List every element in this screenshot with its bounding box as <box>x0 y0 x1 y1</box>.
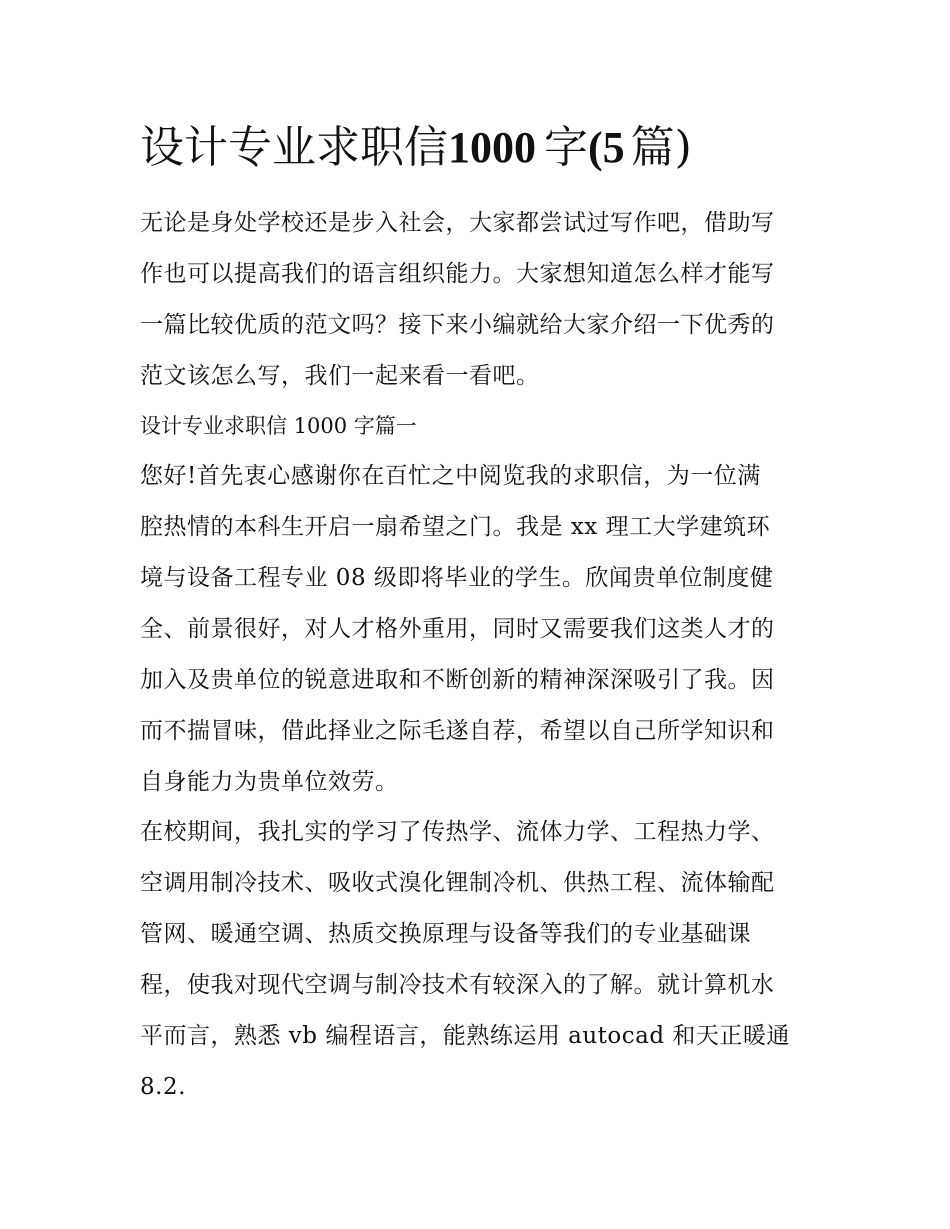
paragraph-line: 境与设备工程专业 08 级即将毕业的学生。欣闻贵单位制度健 <box>140 565 774 591</box>
paragraph-line: 在校期间，我扎实的学习了传热学、流体力学、工程热力学、 <box>140 819 775 845</box>
paragraph-line: 平而言，熟悉 vb 编程语言，能熟练运用 autocad 和天正暖通 <box>140 1023 790 1049</box>
paragraph-line: 程，使我对现代空调与制冷技术有较深入的了解。就计算机水 <box>140 972 775 998</box>
document-title <box>140 118 840 178</box>
paragraph-line: 空调用制冷技术、吸收式溴化锂制冷机、供热工程、流体输配 <box>140 870 775 896</box>
paragraph-line: 您好!首先衷心感谢你在百忙之中阅览我的求职信，为一位满 <box>140 463 761 489</box>
title-char: 字 <box>544 122 588 173</box>
section-heading: 设计专业求职信 1000 字篇一 <box>140 414 417 438</box>
paragraph-line: 全、前景很好，对人才格外重用，同时又需要我们这类人才的 <box>140 616 775 642</box>
title-tail: 篇) <box>630 122 692 173</box>
paragraph-line: 腔热情的本科生开启一扇希望之门。我是 xx 理工大学建筑环 <box>140 514 771 540</box>
paragraph-line: 自身能力为贵单位效劳。 <box>140 769 399 795</box>
paragraph-line: 8.2. <box>140 1074 186 1100</box>
title-number: 1000 <box>448 123 536 172</box>
paragraph-line: 而不揣冒味，借此择业之际毛遂自荐，希望以自己所学知识和 <box>140 718 775 744</box>
paragraph-line: 管网、暖通空调、热质交换原理与设备等我们的专业基础课 <box>140 921 751 947</box>
title-paren: (5 <box>588 123 625 172</box>
intro-line: 无论是身处学校还是步入社会，大家都尝试过写作吧，借助写 <box>140 210 775 236</box>
title-text-cn: 设计专业求职信 <box>140 122 448 173</box>
intro-line: 作也可以提高我们的语言组织能力。大家想知道怎么样才能写 <box>140 261 775 287</box>
paragraph-line: 加入及贵单位的锐意进取和不断创新的精神深深吸引了我。因 <box>140 667 775 693</box>
intro-line: 一篇比较优质的范文吗？接下来小编就给大家介绍一下优秀的 <box>140 312 775 338</box>
intro-line: 范文该怎么写，我们一起来看一看吧。 <box>140 363 540 389</box>
